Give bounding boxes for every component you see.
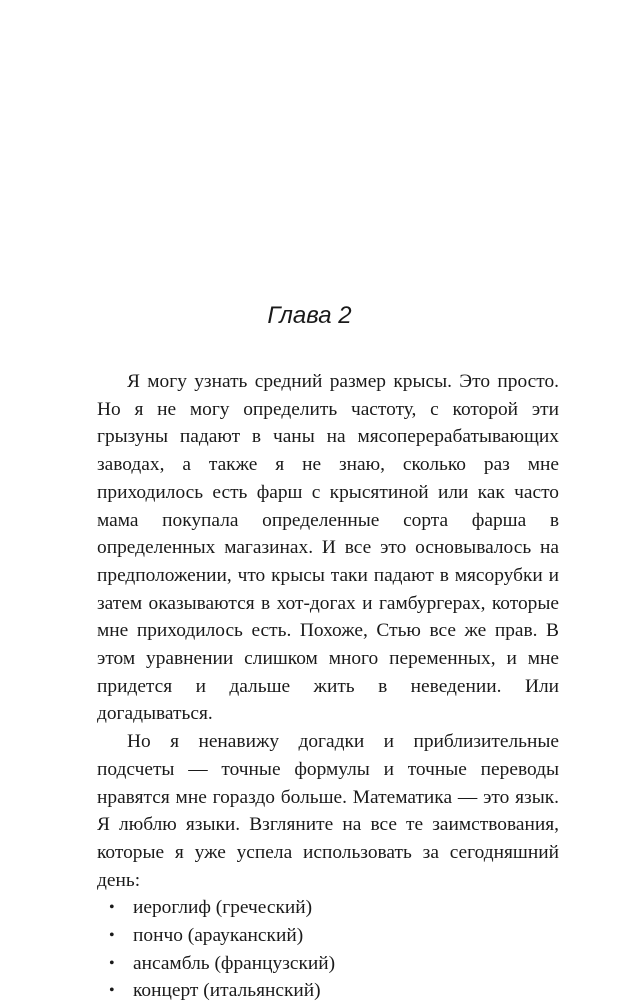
body-text [97,368,559,1005]
bullet-icon: • [109,954,115,972]
bullet-icon: • [109,927,115,945]
bullet-icon: • [109,899,115,917]
list-item [109,950,559,978]
list-item [109,894,559,922]
bullet-icon: • [109,982,115,1000]
paragraph-2: Но я ненавижу догадки и приблизительные подсчеты — точные формулы и точные переводы нравятся мне гораздо больше. Математика — это язык. Я люблю языки. Взгляните на все те заимствования, которые я уже успела использовать за сегодняшний день: [97,731,559,891]
list-item [109,922,559,950]
list-item-text: пончо (арауканский) [133,925,304,947]
list-item [109,977,559,1005]
list-item-text: иероглиф (греческий) [133,897,313,919]
chapter-title: Глава 2 [267,302,352,329]
paragraph-1: Я могу узнать средний размер крысы. Это просто. Но я не могу определить частоту, с которой эти грызуны падают в чаны на мясоперерабатывающих заводах, а также я не знаю, сколько раз мне приходилось есть фарш с крысятиной или как часто мама покупала определенные сорта фарша в определенных магазинах. И все это основывалось на предположении, что крысы таки падают в мясорубки и затем оказываются в хот-догах и гамбургерах, которые мне приходилось есть. Похоже, Стью все же прав. В этом уравнении слишком много переменных, и мне придется и дальше жить в неведении. Или догадываться. [97,371,559,725]
loanword-list [97,894,559,1005]
list-item-text: концерт (итальянский) [133,980,321,1002]
list-item-text: ансамбль (французский) [133,952,336,974]
